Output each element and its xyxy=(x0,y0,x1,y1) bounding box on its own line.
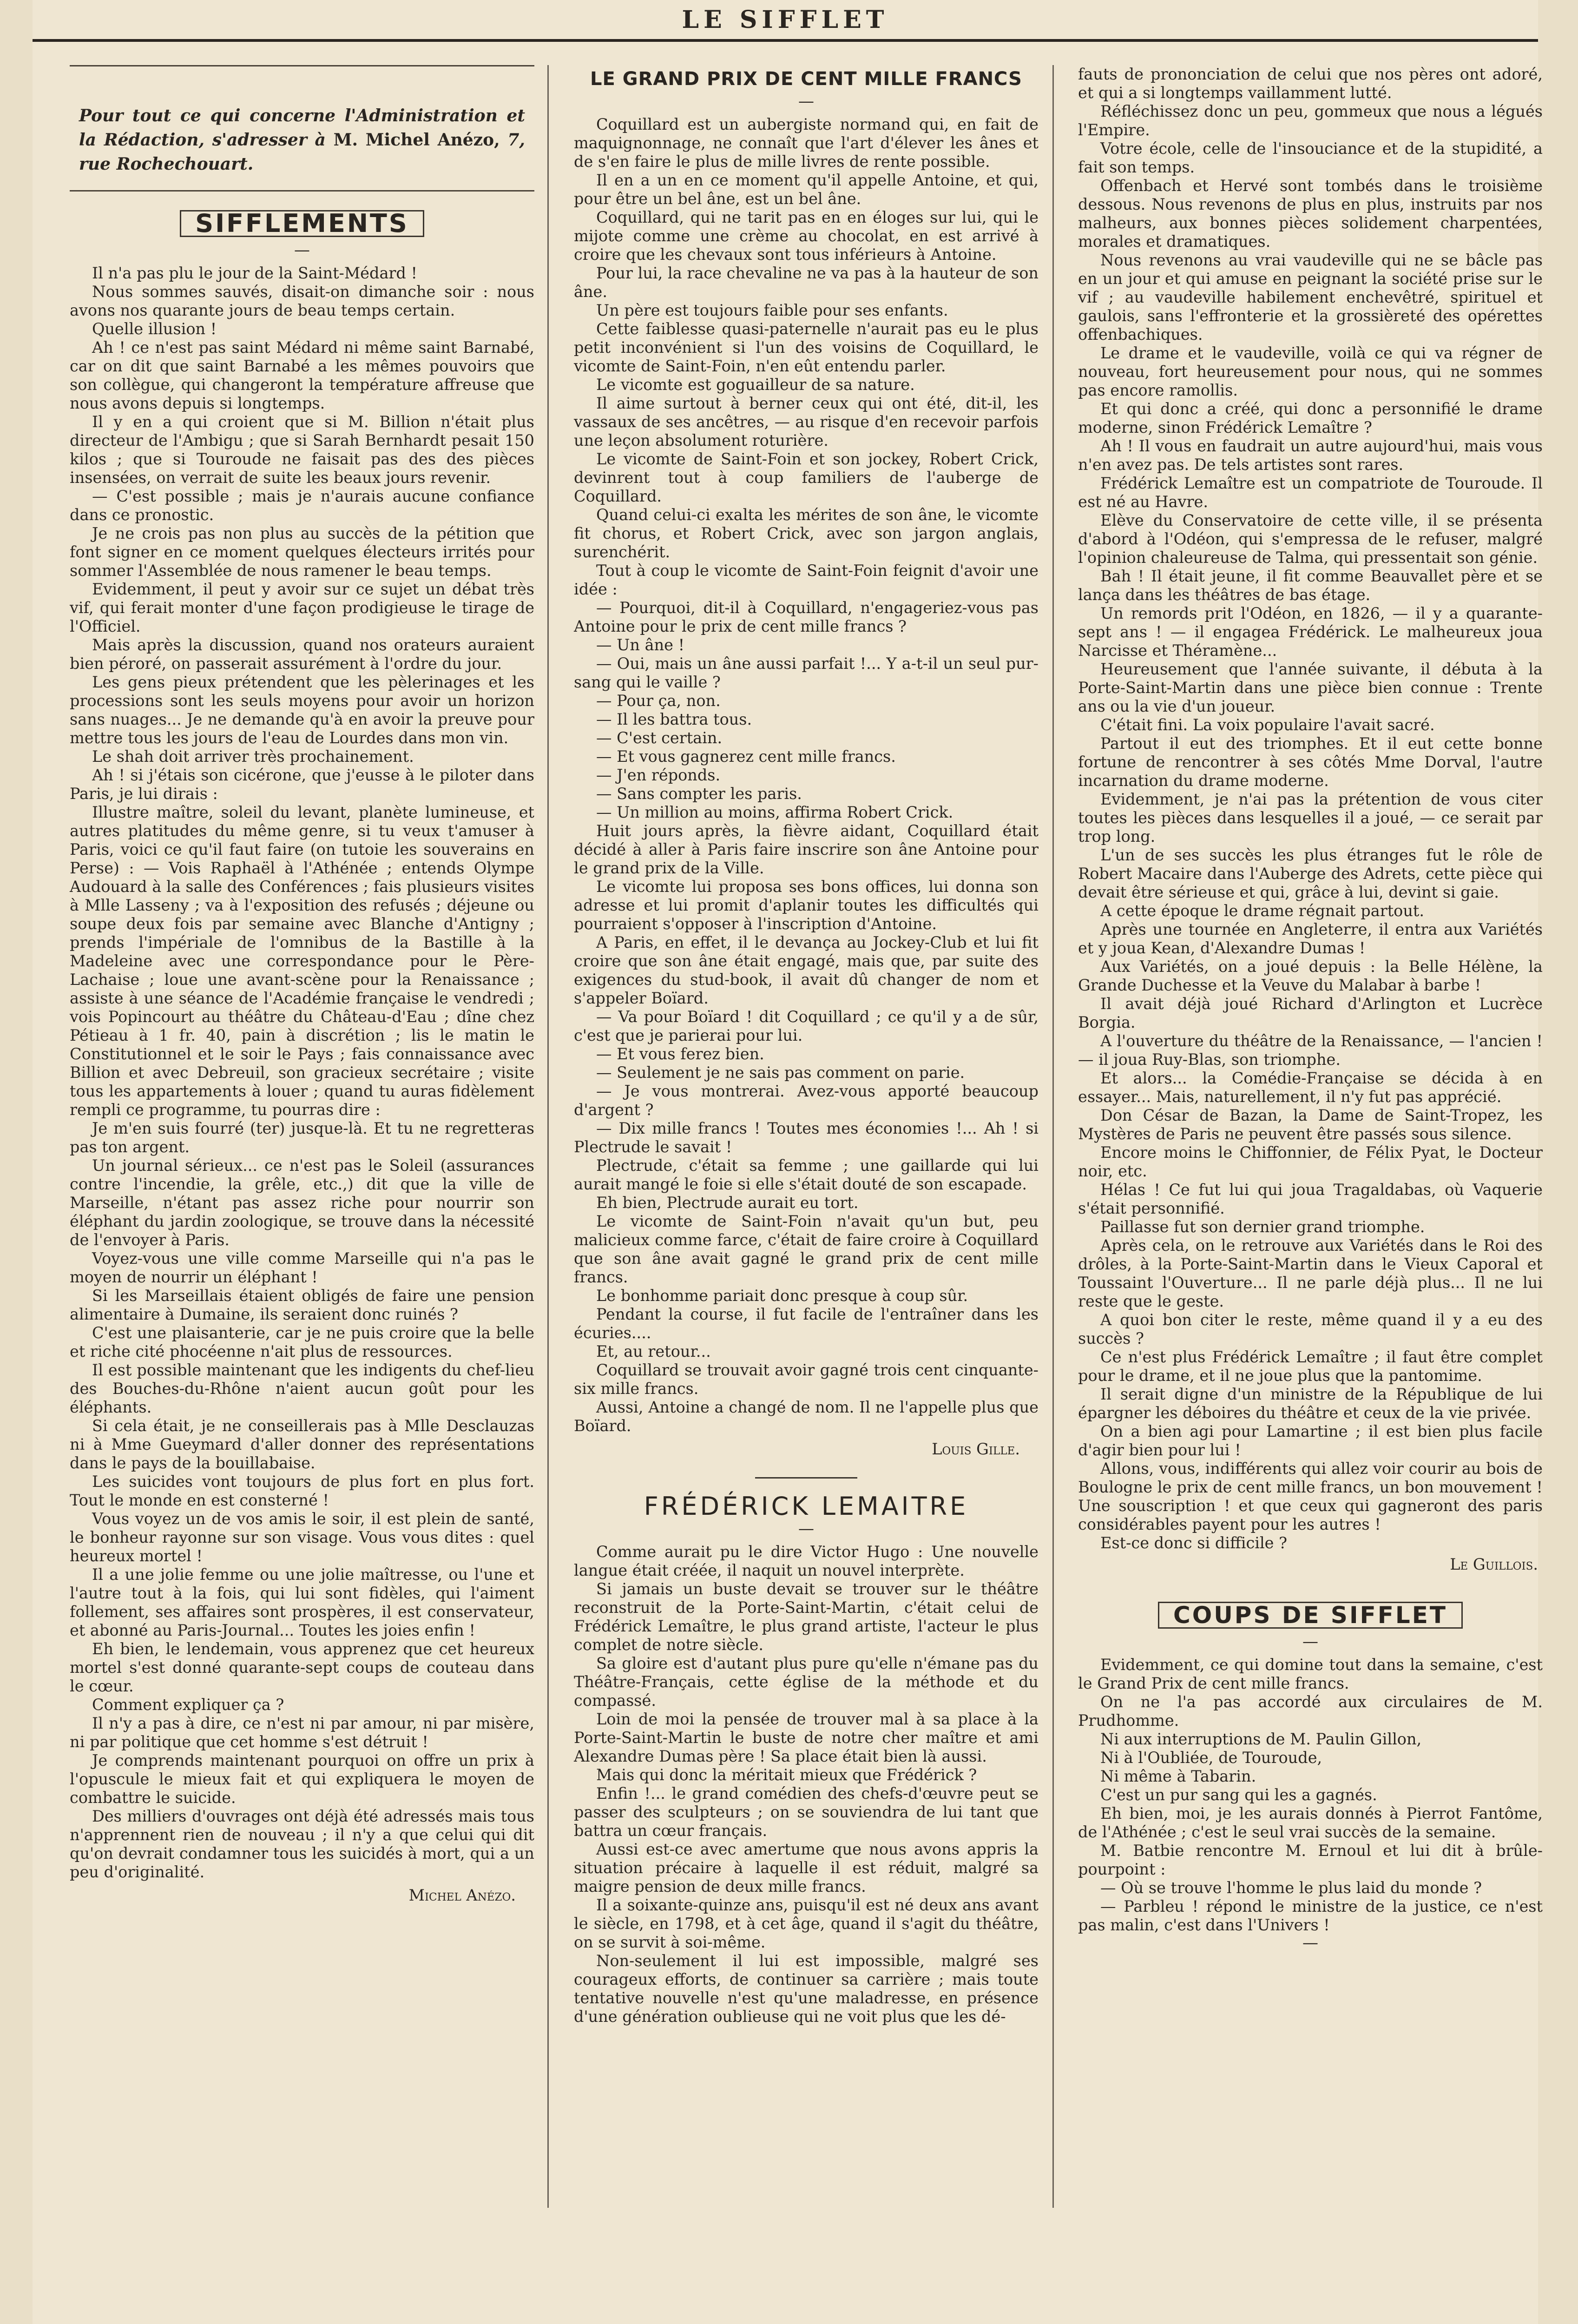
paragraph: Non-seulement il lui est impossible, malgré ses courageux efforts, de continuer sa carrière ; mais toute tentative nouvelle n'est qu'une maladresse, en présence d'une génération oublieuse qui ne voit plus que les dé- xyxy=(574,1952,1039,2026)
paragraph: Un remords prit l'Odéon, en 1826, — il y a quarante-sept ans ! — il engagea Frédérick. Le malheureux joua Narcisse et Théramène... xyxy=(1078,604,1543,660)
paragraph: Allons, vous, indifférents qui allez voir courir au bois de Boulogne le prix de cent mille francs, un bon mouvement ! Une souscription ! et que ceux qui gagneront des paris considérables payent pour les autres ! xyxy=(1078,1459,1543,1533)
paragraph: Ni aux interruptions de M. Paulin Gillon, xyxy=(1100,1730,1422,1748)
column-rule xyxy=(1052,65,1054,2208)
paragraph: Frédérick Lemaître est un compatriote de Touroude. Il est né au Havre. xyxy=(1078,474,1543,511)
paragraph: M. Batbie rencontre M. Ernoul et lui dit à brûle-pourpoint : xyxy=(1078,1842,1543,1878)
paragraph: Après cela, on le retrouve aux Variétés dans le Roi des drôles, à la Porte-Saint-Martin dans le Vieux Caporal et Toussaint l'Ouverture... Il ne parle déjà plus... Il ne lui reste que le geste. xyxy=(1078,1236,1543,1310)
paragraph: Il serait digne d'un ministre de la République de lui épargner les déboires du théâtre et ceux de la vie privée. xyxy=(1078,1385,1543,1422)
paragraph: A cette époque le drame régnait partout. xyxy=(1100,902,1425,920)
paragraph: Evidemment, ce qui domine tout dans la semaine, c'est le Grand Prix de cent mille francs. xyxy=(1078,1656,1543,1692)
paragraph: Le vicomte est goguailleur de sa nature. xyxy=(596,376,915,394)
paragraph: Evidemment, je n'ai pas la prétention de vous citer toutes les pièces dans lesquelles il a joué, — ce serait par trop long. xyxy=(1078,790,1543,845)
coups-de-sifflet-heading: COUPS DE SIFFLET xyxy=(1158,1602,1463,1629)
paragraph: Paillasse fut son dernier grand triomphe. xyxy=(1100,1218,1425,1236)
paragraph: On ne l'a pas accordé aux circulaires de M. Prudhomme. xyxy=(1078,1693,1543,1730)
newspaper-page xyxy=(33,0,1543,2324)
paragraph: Le vicomte de Saint-Foin et son jockey, Robert Crick, devinrent tout à coup familiers de l'auberge de Coquillard. xyxy=(574,450,1039,505)
paragraph: — Et vous gagnerez cent mille francs. xyxy=(596,747,896,766)
paragraph: Il aime surtout à berner ceux qui ont été, dit-il, les vassaux de ses ancêtres, — au risque d'en recevoir parfois une leçon absolument roturière. xyxy=(574,394,1039,449)
coups-heading-wrap xyxy=(1078,1602,1543,1629)
paragraph: Il en a un en ce moment qu'il appelle Antoine, et qui, pour être un bel âne, est un bel âne. xyxy=(574,171,1039,208)
paragraph: Eh bien, moi, je les aurais donnés à Pierrot Fantôme, de l'Athénée ; c'est le seul vrai succès de la semaine. xyxy=(1078,1804,1543,1841)
heading-dash: — xyxy=(798,1519,814,1538)
paragraph: Sa gloire est d'autant plus pure qu'elle n'émane pas du Théâtre-Français, cette église de la méthode et du compassé. xyxy=(574,1654,1039,1710)
paragraph: Don César de Bazan, la Dame de Saint-Tropez, les Mystères de Paris ne peuvent être passés sous silence. xyxy=(1078,1106,1543,1143)
sifflements-heading: SIFFLEMENTS xyxy=(180,210,424,237)
paragraph: Réfléchissez donc un peu, gommeux que nous a légués l'Empire. xyxy=(1078,102,1543,139)
paragraph: Et, au retour... xyxy=(596,1342,711,1360)
column-3 xyxy=(1078,65,1543,1957)
frederick-heading: FRÉDÉRICK LEMAITRE xyxy=(644,1492,969,1521)
paragraph: Je m'en suis fourré (ter) jusque-là. Et tu ne regretteras pas ton argent. xyxy=(70,1119,534,1156)
paragraph: Evidemment, il peut y avoir sur ce sujet un débat très vif, qui ferait monter d'une façon prodigieuse le tirage de l'Officiel. xyxy=(70,580,534,635)
column-2 xyxy=(574,65,1039,2026)
heading-dash: — xyxy=(1302,1632,1318,1651)
paragraph: Eh bien, le lendemain, vous apprenez que cet heureux mortel s'est donné quarante-sept coups de couteau dans le cœur. xyxy=(70,1640,534,1695)
paragraph: Aux Variétés, on a joué depuis : la Belle Hélène, la Grande Duchesse et la Veuve du Malabar à barbe ! xyxy=(1078,957,1543,994)
column-1 xyxy=(70,65,534,1905)
paragraph: Votre école, celle de l'insouciance et de la stupidité, a fait son temps. xyxy=(1078,139,1543,176)
paragraph: — Seulement je ne sais pas comment on parie. xyxy=(596,1063,965,1082)
paragraph: Si les Marseillais étaient obligés de faire une pension alimentaire à Dumaine, ils seraient donc ruinés ? xyxy=(70,1287,534,1323)
paragraph: Eh bien, Plectrude aurait eu tort. xyxy=(596,1194,859,1212)
frederick-body-continued xyxy=(1078,65,1543,1552)
paragraph: Il y en a qui croient que si M. Billion n'était plus directeur de l'Ambigu ; que si Sarah Bernhardt pesait 150 kilos ; que si Touroude ne faisait pas des des pièces insensées, on verrait de suite les beaux jours revenir. xyxy=(70,413,534,487)
paragraph: C'est une plaisanterie, car je ne puis croire que la belle et riche cité phocéenne n'ait plus de ressources. xyxy=(70,1324,534,1360)
paragraph: Je comprends maintenant pourquoi on offre un prix à l'opuscule le mieux fait et qui expliquera le moyen de combattre le suicide. xyxy=(70,1751,534,1807)
paragraph: Le bonhomme pariait donc presque à coup sûr. xyxy=(596,1287,968,1305)
paragraph: Si jamais un buste devait se trouver sur le théâtre reconstruit de la Porte-Saint-Martin, c'était celui de Frédérick Lemaître, le plus grand artiste, l'acteur le plus complet de notre siècle. xyxy=(574,1580,1039,1654)
heading-dash: — xyxy=(294,241,310,259)
paragraph: Bah ! Il était jeune, il fit comme Beauvallet père et se lança dans les théâtres de bas étage. xyxy=(1078,567,1543,604)
paragraph: Pour lui, la race chevaline ne va pas à la hauteur de son âne. xyxy=(574,264,1039,301)
paragraph: — Oui, mais un âne aussi parfait !... Y a-t-il un seul pur-sang qui le vaille ? xyxy=(574,654,1039,691)
paragraph: — Pour ça, non. xyxy=(596,692,721,710)
paragraph: Tout à coup le vicomte de Saint-Foin feignit d'avoir une idée : xyxy=(574,561,1039,598)
paragraph: A l'ouverture du théâtre de la Renaissance, — l'ancien ! — il joua Ruy-Blas, son triomphe. xyxy=(1078,1032,1543,1069)
frederick-body xyxy=(574,1543,1039,2026)
masthead-title: LE SIFFLET xyxy=(682,5,889,34)
paragraph: Mais qui donc la méritait mieux que Frédérick ? xyxy=(596,1766,977,1784)
paragraph: Aussi est-ce avec amertume que nous avons appris la situation précaire à laquelle il est réduit, malgré sa maigre pension de deux mille francs. xyxy=(574,1840,1039,1895)
paragraph: Si cela était, je ne conseillerais pas à Mlle Desclauzas ni à Mme Gueymard d'aller donner des représentations dans le pays de la bouillabaise. xyxy=(70,1417,534,1472)
paragraph: Quand celui-ci exalta les mérites de son âne, le vicomte fit chorus, et Robert Crick, avec son jargon anglais, surenchérit. xyxy=(574,506,1039,561)
paragraph: Ah ! si j'étais son cicérone, que j'eusse à le piloter dans Paris, je lui dirais : xyxy=(70,766,534,803)
paragraph: On a bien agi pour Lamartine ; il est bien plus facile d'agir bien pour lui ! xyxy=(1078,1422,1543,1459)
paragraph: — Il les battra tous. xyxy=(596,710,752,728)
paragraph: — Va pour Boïard ! dit Coquillard ; ce qu'il y a de sûr, c'est que je parierai pour lui. xyxy=(574,1008,1039,1044)
sifflements-body xyxy=(70,264,534,1882)
sifflements-heading-wrap xyxy=(70,210,534,237)
paragraph: Enfin !... le grand comédien des chefs-d'œuvre peut se passer des sculpteurs ; on se souviendra de lui tant que battra un cœur français. xyxy=(574,1784,1039,1840)
paragraph: Un journal sérieux... ce n'est pas le Soleil (assurances contre l'incendie, la grêle, etc.,) dit que la ville de Marseille, n'étant pas assez riche pour nourrir son éléphant du jardin zoologique, se trouve dans la nécessité de l'envoyer à Paris. xyxy=(70,1156,534,1249)
paragraph: Le drame et le vaudeville, voilà ce qui va régner de nouveau, fort heureusement pour nous, qui ne sommes pas encore ramollis. xyxy=(1078,344,1543,399)
paragraph: Un père est toujours faible pour ses enfants. xyxy=(596,301,948,319)
paragraph: — Sans compter les paris. xyxy=(596,785,802,803)
paragraph: Les suicides vont toujours de plus fort en plus fort. Tout le monde en est consterné ! xyxy=(70,1472,534,1509)
paragraph: Plectrude, c'était sa femme ; une gaillarde qui lui aurait mangé le foie si elle s'était douté de son escapade. xyxy=(574,1156,1039,1193)
paragraph: Aussi, Antoine a changé de nom. Il ne l'appelle plus que Boïard. xyxy=(574,1398,1039,1435)
paragraph: Et alors... la Comédie-Française se décida à en essayer... Mais, naturellement, il n'y fut pas apprécié. xyxy=(1078,1069,1543,1106)
paragraph: Huit jours après, la fièvre aidant, Coquillard était décidé à aller à Paris faire inscrire son âne Antoine pour le grand prix de la Ville. xyxy=(574,822,1039,877)
admin-address: 7, rue Rochechouart. xyxy=(79,130,525,174)
paragraph: Il est possible maintenant que les indigents du chef-lieu des Bouches-du-Rhône n'aient aucun goût pour les éléphants. xyxy=(70,1361,534,1416)
paragraph: Cette faiblesse quasi-paternelle n'aurait pas eu le plus petit inconvénient si l'un des voisins de Coquillard, le vicomte de Saint-Foin, n'en eût entendu parler. xyxy=(574,320,1039,375)
paragraph: fauts de prononciation de celui que nos pères ont adoré, et qui a si longtemps vaillamment lutté. xyxy=(1078,65,1543,102)
paragraph: Les gens pieux prétendent que les pèlerinages et les processions sont les seuls moyens pour avoir un horizon sans nuages... Je ne demande qu'à en avoir la preuve pour mettre tous les jours de l'eau de Lourdes dans mon vin. xyxy=(70,673,534,747)
paragraph: Comment expliquer ça ? xyxy=(92,1696,284,1714)
paragraph: — Où se trouve l'homme le plus laid du monde ? xyxy=(1100,1879,1482,1897)
paragraph: Il n'a pas plu le jour de la Saint-Médard ! xyxy=(92,264,417,282)
paragraph: Illustre maître, soleil du levant, planète lumineuse, et autres platitudes du même genre, si tu veux t'amuser à Paris, voici ce qu'il faut faire (on tutoie les souverains en Perse) : — Vois Raphaël à l'Athénée ; entends Olympe Audouard à la salle des Conférences ; fais plusieurs visites à Mlle Lasseny ; va à l'exposition des refusés ; déjeune ou soupe deux fois par semaine avec Blanche d'Antigny ; prends l'impériale de l'omnibus de la Bastille à la Madeleine avec une correspondance pour le Père-Lachaise ; loue une avant-scène pour la Renaissance ; assiste à une séance de l'Académie française le vendredi ; vois Popincourt au théâtre du Château-d'Eau ; dîne chez Pétieau à 1 fr. 40, pain à discrétion ; lis le matin le Constitutionnel et le soir le Pays ; fais connaissance avec Billion et avec Debreuil, son gracieux secrétaire ; visite tous les appartements à louer ; quand tu auras fidèlement rempli ce programme, tu pourras dire : xyxy=(70,803,534,1119)
administration-notice xyxy=(70,65,534,191)
paragraph: Et qui donc a créé, qui donc a personnifié le drame moderne, sinon Frédérick Lemaître ? xyxy=(1078,400,1543,436)
paragraph: Coquillard, qui ne tarit pas en en éloges sur lui, qui le mijote comme une crème au chocolat, en est arrivé à croire que les chevaux sont tous inférieurs à Antoine. xyxy=(574,208,1039,264)
paragraph: — Dix mille francs ! Toutes mes économies !... Ah ! si Plectrude le savait ! xyxy=(574,1119,1039,1156)
paragraph: Partout il eut des triomphes. Et il eut cette bonne fortune de rencontrer à ses côtés Mme Dorval, l'autre incarnation du drame moderne. xyxy=(1078,734,1543,790)
paragraph: — Un âne ! xyxy=(596,636,685,654)
paragraph: — Je vous montrerai. Avez-vous apporté beaucoup d'argent ? xyxy=(574,1082,1039,1119)
paragraph: Ni à l'Oubliée, de Touroude, xyxy=(1100,1749,1322,1767)
paragraph: Heureusement que l'année suivante, il débuta à la Porte-Saint-Martin dans une pièce bien connue : Trente ans ou la vie d'un joueur. xyxy=(1078,660,1543,715)
paragraph: — Et vous ferez bien. xyxy=(596,1045,764,1063)
paragraph: Pendant la course, il fut facile de l'entraîner dans les écuries.... xyxy=(574,1305,1039,1342)
paragraph: Nous sommes sauvés, disait-on dimanche soir : nous avons nos quarante jours de beau temps certain. xyxy=(70,283,534,319)
paragraph: Mais après la discussion, quand nos orateurs auraient bien péroré, on passerait assurément à l'ordre du jour. xyxy=(70,636,534,673)
section-rule xyxy=(755,1477,857,1479)
paragraph: — Parbleu ! répond le ministre de la justice, ce n'est pas malin, c'est dans l'Univers ! xyxy=(1078,1897,1543,1934)
paragraph: Il a soixante-quinze ans, puisqu'il est né deux ans avant le siècle, en 1798, et à cet âge, quand il s'agit du théâtre, on se survit à soi-même. xyxy=(574,1896,1039,1951)
paragraph: Ce n'est plus Frédérick Lemaître ; il faut être complet pour le drame, et il ne joue plus que la pantomime. xyxy=(1078,1348,1543,1385)
article-signature: Louis Gille. xyxy=(932,1440,1020,1458)
paragraph: Coquillard est un aubergiste normand qui, en fait de maquignonnage, ne connaît que l'art d'élever les ânes et de s'en faire le plus de mille livres de rente possible. xyxy=(574,115,1039,171)
paragraph: Vous voyez un de vos amis le soir, il est plein de santé, le bonheur rayonne sur son visage. Vous vous dites : quel heureux mortel ! xyxy=(70,1510,534,1565)
paragraph: Est-ce donc si difficile ? xyxy=(1100,1534,1288,1552)
paragraph: Des milliers d'ouvrages ont déjà été adressés mais tous n'apprennent rien de nouveau ; il n'y a que celui qui dit qu'on devrait condamner tous les suicidés à mort, qui a un peu d'originalité. xyxy=(70,1807,534,1881)
article-signature: Le Guillois. xyxy=(1450,1555,1538,1573)
paragraph: — Un million au moins, affirma Robert Crick. xyxy=(596,803,953,821)
paragraph: C'était fini. La voix populaire l'avait sacré. xyxy=(1100,716,1435,734)
paragraph: L'un de ses succès les plus étranges fut le rôle de Robert Macaire dans l'Auberge des Adrets, cette pièce qui devait être sérieuse et qui, grâce à lui, devint si gaie. xyxy=(1078,846,1543,901)
paragraph: Coquillard se trouvait avoir gagné trois cent cinquante-six mille francs. xyxy=(574,1361,1039,1398)
paragraph: Offenbach et Hervé sont tombés dans le troisième dessous. Nous revenons de plus en plus, instruits par nos malheurs, aux bonnes pièces solidement charpentées, morales et dramatiques. xyxy=(1078,177,1543,251)
masthead xyxy=(33,0,1538,42)
grand-prix-body xyxy=(574,115,1039,1435)
paragraph: Ni même à Tabarin. xyxy=(1100,1767,1256,1785)
paragraph: Ah ! Il vous en faudrait un autre aujourd'hui, mais vous n'en avez pas. De tels artistes sont rares. xyxy=(1078,437,1543,474)
paragraph: A Paris, en effet, il le devança au Jockey-Club et lui fit croire que son âne était engagé, mais que, par suite des exigences du stud-book, il avait dû changer de nom et s'appeler Boïard. xyxy=(574,933,1039,1007)
paragraph: Nous revenons au vrai vaudeville qui ne se bâcle pas en un jour et qui amuse en peignant la société prise sur le vif ; au vaudeville habilement enchevêtré, spirituel et gaulois, sans l'effronterie et la grossièreté des opérettes offenbachiques. xyxy=(1078,251,1543,343)
paragraph: — C'est possible ; mais je n'aurais aucune confiance dans ce pronostic. xyxy=(70,487,534,524)
paragraph: Il n'y a pas à dire, ce n'est ni par amour, ni par misère, ni par politique que cet homme s'est détruit ! xyxy=(70,1714,534,1751)
paragraph: Quelle illusion ! xyxy=(92,320,217,338)
admin-name: M. Michel Anézo, xyxy=(333,130,500,150)
paragraph: Hélas ! Ce fut lui qui joua Tragaldabas, où Vaquerie s'était personnifié. xyxy=(1078,1181,1543,1217)
paragraph: A quoi bon citer le reste, même quand il y a eu des succès ? xyxy=(1078,1311,1543,1347)
paragraph: Voyez-vous une ville comme Marseille qui n'a pas le moyen de nourrir un éléphant ! xyxy=(70,1249,534,1286)
paragraph: Encore moins le Chiffonnier, de Félix Pyat, le Docteur noir, etc. xyxy=(1078,1143,1543,1180)
heading-dash: — xyxy=(798,92,814,111)
admin-text: Pour tout ce qui concerne l'Administration et la Rédaction, s'adresser à xyxy=(79,106,525,150)
paragraph: Loin de moi la pensée de trouver mal à sa place à la Porte-Saint-Martin le buste de notre cher maître et ami Alexandre Dumas père ! Sa place était bien là aussi. xyxy=(574,1710,1039,1765)
coups-body xyxy=(1078,1656,1543,1934)
paragraph: Le vicomte lui proposa ses bons offices, lui donna son adresse et lui promit d'aplanir toutes les difficultés qui pourraient s'opposer à l'inscription d'Antoine. xyxy=(574,878,1039,933)
paragraph: — Pourquoi, dit-il à Coquillard, n'engageriez-vous pas Antoine pour le prix de cent mille francs ? xyxy=(574,599,1039,635)
grand-prix-heading: LE GRAND PRIX DE CENT MILLE FRANCS xyxy=(590,68,1022,90)
end-dash: — xyxy=(1302,1934,1318,1952)
paragraph: Elève du Conservatoire de cette ville, il se présenta d'abord à l'Odéon, qui s'empressa de le refuser, malgré l'opinion chaleureuse de Talma, qui pressentait son génie. xyxy=(1078,511,1543,567)
paragraph: Je ne crois pas non plus au succès de la pétition que font signer en ce moment quelques électeurs irrités pour sommer l'Assemblée de nous ramener le beau temps. xyxy=(70,524,534,580)
paragraph: Le vicomte de Saint-Foin n'avait qu'un but, peu malicieux comme farce, c'était de faire croire à Coquillard que son âne avait gagné le grand prix de cent mille francs. xyxy=(574,1212,1039,1286)
paragraph: Comme aurait pu le dire Victor Hugo : Une nouvelle langue était créée, il naquit un nouvel interprète. xyxy=(574,1543,1039,1579)
article-signature: Michel Anézo. xyxy=(408,1886,516,1904)
paragraph: Après une tournée en Angleterre, il entra aux Variétés et y joua Kean, d'Alexandre Dumas ! xyxy=(1078,920,1543,957)
paragraph: Il a une jolie femme ou une jolie maîtresse, ou l'une et l'autre tout à la fois, qui lui sont fidèles, qui l'aiment follement, ses affaires sont prospères, il est conservateur, et abonné au Paris-Journal... Toutes les joies enfin ! xyxy=(70,1565,534,1639)
paragraph: C'est un pur sang qui les a gagnés. xyxy=(1100,1786,1377,1804)
paragraph: — J'en réponds. xyxy=(596,766,721,784)
paragraph: Ah ! ce n'est pas saint Médard ni même saint Barnabé, car on dit que saint Barnabé a les mêmes pouvoirs que son collègue, qui changeront la température affreuse que nous avons depuis si longtemps. xyxy=(70,338,534,412)
paragraph: Le shah doit arriver très prochainement. xyxy=(92,747,414,766)
column-rule xyxy=(547,65,549,2208)
paragraph: Il avait déjà joué Richard d'Arlington et Lucrèce Borgia. xyxy=(1078,995,1543,1031)
paragraph: — C'est certain. xyxy=(596,729,723,747)
